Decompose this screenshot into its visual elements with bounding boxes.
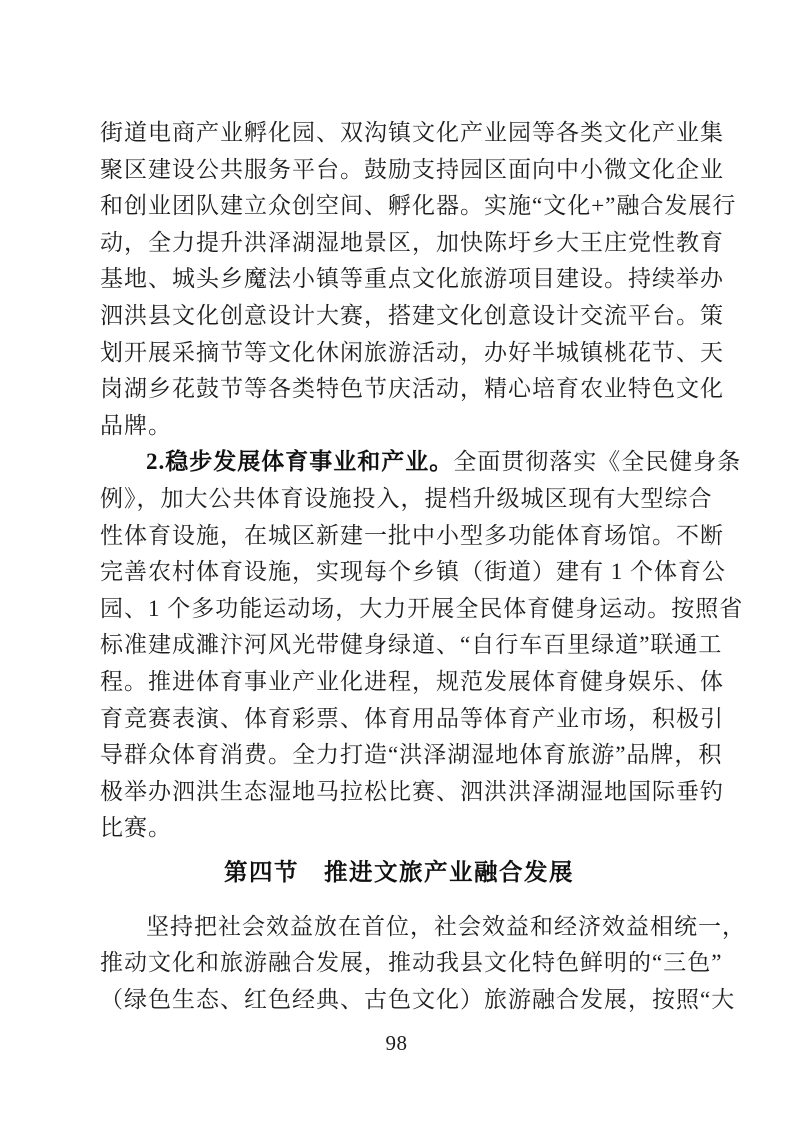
- body-text-line: 和创业团队建立众创空间、孵化器。实施“文化+”融合发展行: [100, 193, 737, 219]
- body-text-line: 标准建成濉汴河风光带健身绿道、“自行车百里绿道”联通工: [100, 632, 723, 658]
- section-heading: 第四节 推进文旅产业融合发展: [224, 859, 574, 886]
- paragraph-culture-industry: [100, 115, 737, 444]
- body-text-line: 极举办泗洪生态湿地马拉松比赛、泗洪洪泽湖湿地国际垂钓: [100, 778, 724, 804]
- body-text-line: 街道电商产业孵化园、双沟镇文化产业园等各类文化产业集: [100, 120, 724, 145]
- body-text-line: （绿色生态、红色经典、古色文化）旅游融合发展，按照“大: [100, 987, 736, 1013]
- body-text-line: 基地、城头乡魔法小镇等重点文化旅游项目建设。持续举办: [100, 266, 724, 292]
- body-text-line: 性体育设施，在城区新建一批中小型多功能体育场馆。不断: [100, 522, 724, 548]
- body-text-line: 动，全力提升洪泽湖湿地景区，加快陈圩乡大王庄党性教育: [100, 229, 724, 255]
- paragraph-culture-tourism-integration: [100, 909, 746, 1019]
- numbered-item-lead: 2.稳步发展体育事业和产业。: [146, 449, 454, 475]
- body-text-line: 划开展采摘节等文化休闲旅游活动，办好半城镇桃花节、天: [100, 339, 724, 365]
- body-text-line: 聚区建设公共服务平台。鼓励支持园区面向中小微文化企业: [100, 156, 724, 182]
- body-text-line: 坚持把社会效益放在首位，社会效益和经济效益相统一，: [146, 913, 746, 939]
- body-text-line: 程。推进体育事业产业化进程，规范发展体育健身娱乐、体: [100, 668, 724, 694]
- body-text-line: 完善农村体育设施，实现每个乡镇（街道）建有 1 个体育公: [100, 559, 726, 585]
- body-text-line: 园、1 个多功能运动场，大力开展全民体育健身运动。按照省: [100, 595, 744, 621]
- body-text-line: 育竞赛表演、体育彩票、体育用品等体育产业市场，积极引: [100, 705, 724, 731]
- paragraph-sports-industry: [100, 444, 744, 847]
- body-text-line: 比赛。: [100, 815, 172, 841]
- body-text-line: 导群众体育消费。全力打造“洪泽湖湿地体育旅游”品牌，积: [100, 742, 723, 768]
- body-text-run: 全面贯彻落实《全民健身条: [453, 449, 742, 475]
- body-text-line: 品牌。: [100, 412, 172, 438]
- body-text-line: 推动文化和旅游融合发展，推动我县文化特色鲜明的“三色”: [100, 950, 723, 976]
- body-text-line: 例》，加大公共体育设施投入，提档升级城区现有大型综合: [100, 485, 713, 511]
- body-text-line: 泗洪县文化创意设计大赛，搭建文化创意设计交流平台。策: [100, 302, 724, 328]
- page-body-text: [100, 115, 746, 1019]
- body-text-line: [100, 444, 742, 481]
- page-number: 98: [385, 1031, 408, 1055]
- body-text-line: 岗湖乡花鼓节等各类特色节庆活动，精心培育农业特色文化: [100, 376, 724, 402]
